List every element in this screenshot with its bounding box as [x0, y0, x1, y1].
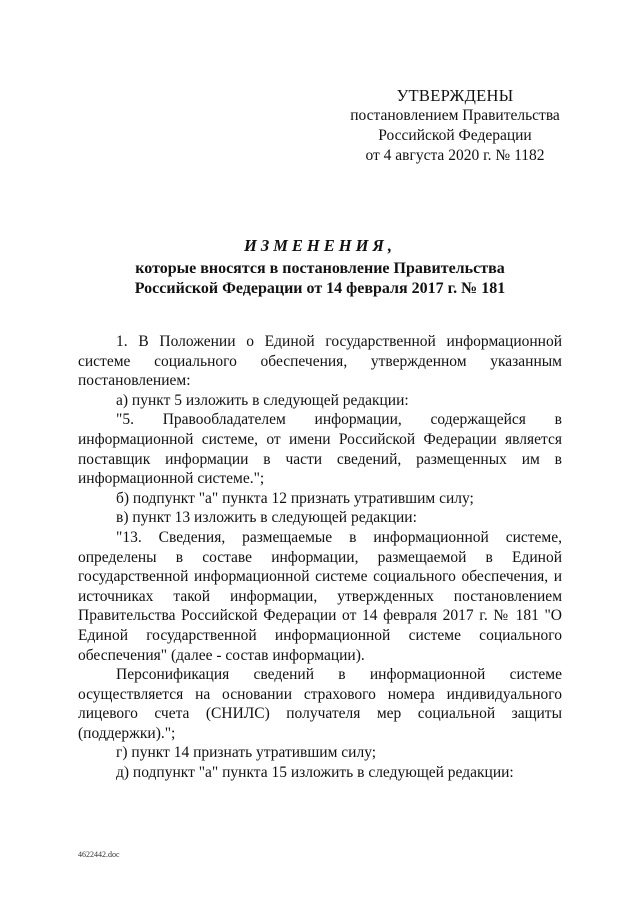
paragraph-8: г) пункт 14 признать утратившим силу; [116, 744, 377, 762]
heading-subtitle-line-1: которые вносятся в постановление Правительства [135, 260, 505, 277]
paragraph-7: Персонификация сведений в информационной системе осуществляется на основании страхового номера индивидуального лицевого счета (СНИЛС) получателя мер социальной защиты (поддержки)."; [78, 666, 562, 742]
paragraph-5: в) пункт 13 изложить в следующей редакции: [116, 509, 417, 527]
approval-title: УТВЕРЖДЕНЫ [396, 86, 514, 105]
paragraph-1: 1. В Положении о Единой государственной информационной системе социального обеспечения, утвержденном указанным постановлением: [78, 333, 562, 390]
approval-line-1: постановлением Правительства [350, 107, 560, 124]
heading-subtitle-line-2: Российской Федерации от 14 февраля 2017 г. № 181 [134, 280, 506, 297]
approval-line-2: Российской Федерации [378, 127, 532, 144]
approval-block [350, 86, 560, 166]
paragraph-2: а) пункт 5 изложить в следующей редакции: [116, 391, 409, 409]
heading-title: ИЗМЕНЕНИЯ, [244, 236, 396, 255]
paragraph-3: "5. Правообладателем информации, содержащейся в информационной системе, от имени Российской Федерации является поставщик информации в части сведений, размещенных им в информационной системе."; [78, 411, 562, 488]
paragraph-4: б) подпункт "а" пункта 12 признать утратившим силу; [116, 489, 474, 507]
paragraph-6: "13. Сведения, размещаемые в информационной системе, определены в составе информации, размещаемой в Единой государственной информационной системе социального обеспечения, и источниках такой информации, утвержденных постановлением Правительства Российской Федерации от 14 февраля 2017 г. № 181 "О Единой государственной информационной системе социального обеспечения" (далее - состав информации). [78, 528, 562, 664]
paragraph-9: д) подпункт "а" пункта 15 изложить в следующей редакции: [116, 764, 514, 782]
document-heading [78, 236, 562, 299]
document-body [78, 332, 562, 783]
footer-document-code: 4622442.doc [78, 850, 120, 859]
approval-line-3: от 4 августа 2020 г. № 1182 [365, 147, 545, 164]
